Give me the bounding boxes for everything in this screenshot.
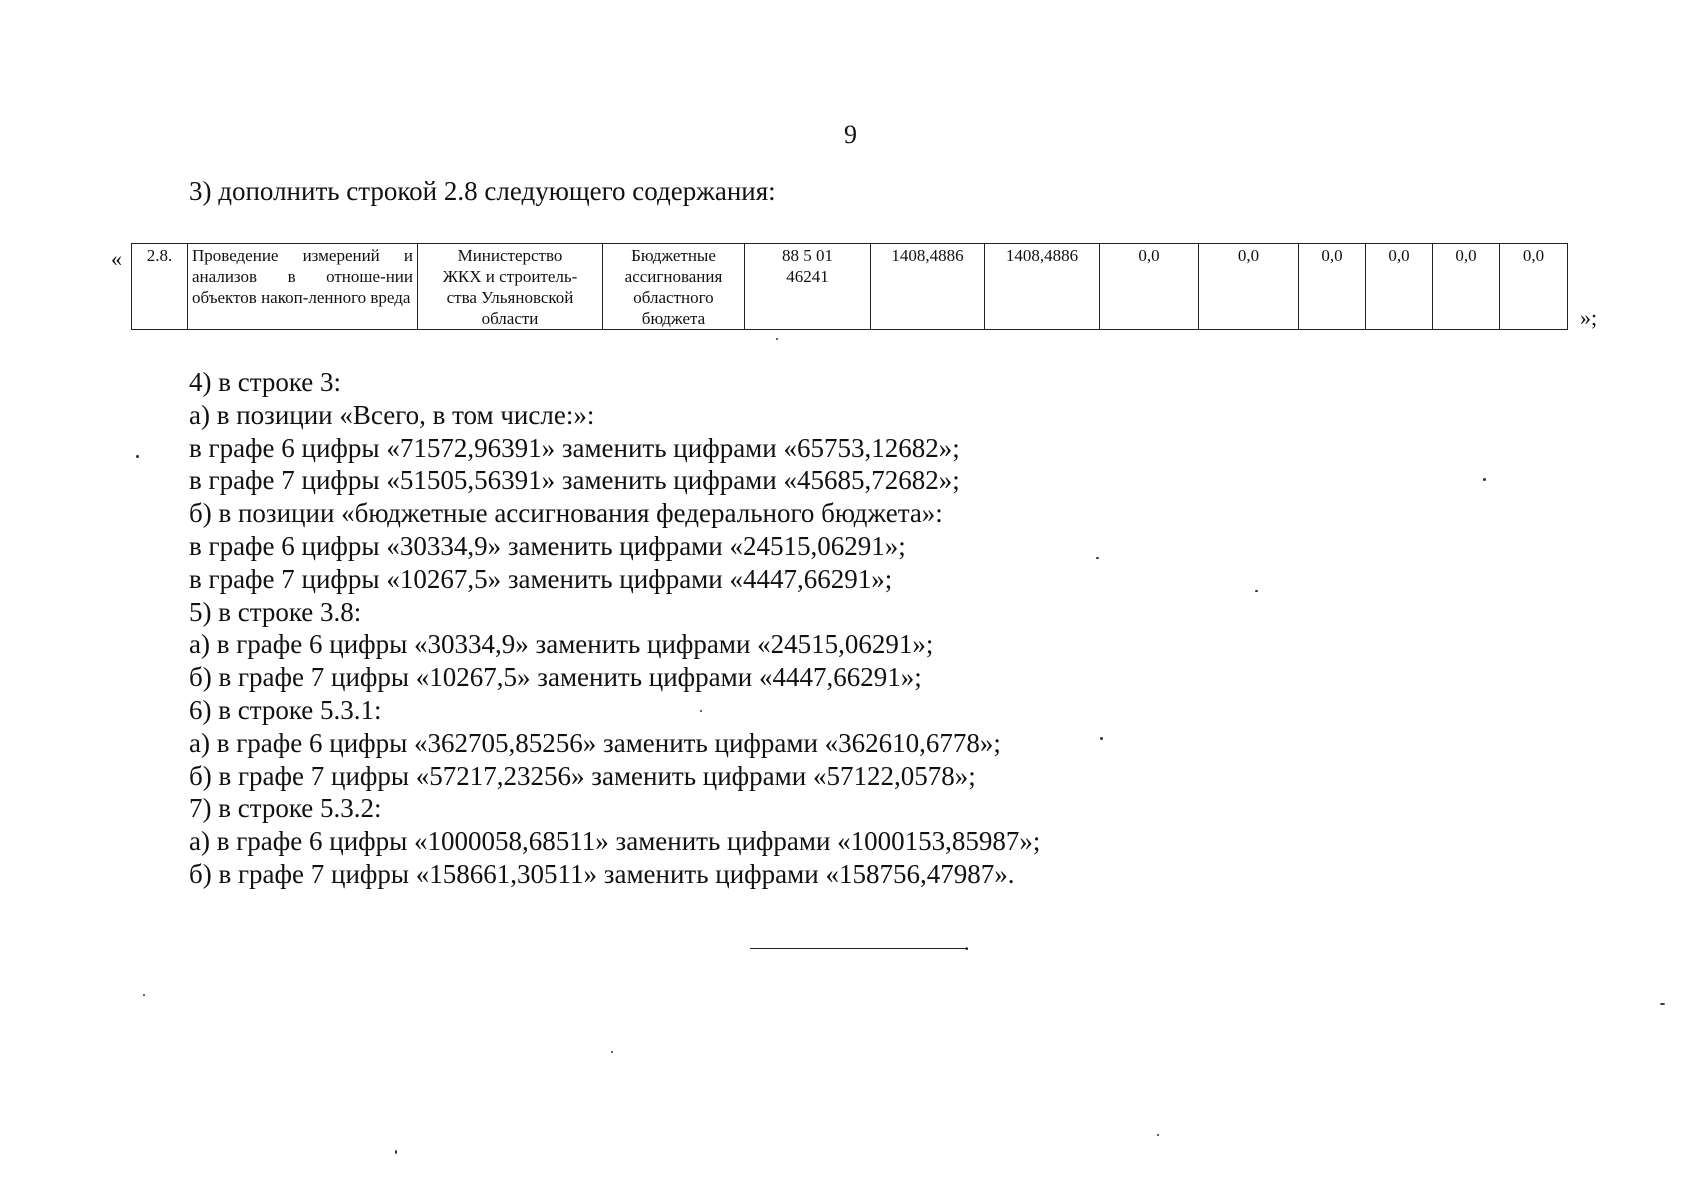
total-amount: 1408,4886 <box>891 246 964 265</box>
executor: Министерство ЖКХ и строитель- ства Ульяновской области <box>442 246 578 328</box>
scan-speck <box>1660 1003 1665 1005</box>
amendment-line: а) в графе 6 цифры «362705,85256» заменить цифрами «362610,6778»; <box>189 727 1001 758</box>
scan-speck <box>1255 590 1258 592</box>
row-number-cell <box>132 244 188 330</box>
amendment-line: в графе 6 цифры «30334,9» заменить цифрами «24515,06291»; <box>189 530 906 561</box>
amendment-line: б) в графе 7 цифры «158661,30511» заменить цифрами «158756,47987». <box>189 858 1015 889</box>
total-amount-cell <box>871 244 985 330</box>
amendment-line: 5) в строке 3.8: <box>189 596 362 627</box>
amount-cell <box>1433 244 1500 330</box>
amendment-line: а) в графе 6 цифры «1000058,68511» заменить цифрами «1000153,85987»; <box>189 826 1041 857</box>
closing-rule <box>750 948 966 949</box>
amendment-line: б) в позиции «бюджетные ассигнования федерального бюджета»: <box>189 498 943 529</box>
row-number: 2.8. <box>146 246 173 265</box>
amendment-table <box>131 243 1568 330</box>
table-row <box>132 244 1568 330</box>
budget-code: 88 5 01 46241 <box>782 246 833 286</box>
executor-cell <box>418 244 603 330</box>
measure-name: Проведение измерений и анализов в отноше-нии объектов накоп-ленного вреда <box>192 246 413 307</box>
scan-speck <box>136 455 139 458</box>
scan-speck <box>143 994 145 996</box>
amendment-line: в графе 7 цифры «51505,56391» заменить цифрами «45685,72682»; <box>189 465 960 496</box>
amount-cell <box>1199 244 1299 330</box>
funding-source: Бюджетные ассигнования областного бюджета <box>624 246 723 328</box>
scan-speck <box>776 338 778 340</box>
measure-name-cell <box>188 244 418 330</box>
amendment-line: б) в графе 7 цифры «10267,5» заменить цифрами «4447,66291»; <box>189 662 922 693</box>
scan-speck <box>700 710 702 712</box>
amount-value: 0,0 <box>1522 246 1545 265</box>
scan-speck <box>395 1150 397 1154</box>
amendment-line: 6) в строке 5.3.1: <box>189 694 382 725</box>
opening-quote: « <box>111 246 122 271</box>
amendment-line: 7) в строке 5.3.2: <box>189 793 382 824</box>
budget-code-cell <box>745 244 871 330</box>
amendment-line: 4) в строке 3: <box>189 367 342 397</box>
scan-speck <box>1157 1134 1159 1136</box>
year-amount-cell <box>985 244 1100 330</box>
amendment-line: в графе 7 цифры «10267,5» заменить цифрами «4447,66291»; <box>189 563 893 594</box>
closing-dot: . <box>964 930 970 955</box>
amendment-line: б) в графе 7 цифры «57217,23256» заменить цифрами «57122,0578»; <box>189 760 976 791</box>
scan-speck <box>1483 478 1486 481</box>
amount-cell <box>1366 244 1433 330</box>
amendment-line: а) в позиции «Всего, в том числе:»: <box>189 399 595 430</box>
funding-source-cell <box>603 244 745 330</box>
amount-value: 0,0 <box>1237 246 1260 265</box>
closing-quote: »; <box>1580 305 1598 330</box>
scan-speck <box>1096 557 1099 559</box>
page-number: 9 <box>844 120 857 149</box>
amount-cell <box>1500 244 1568 330</box>
year-amount: 1408,4886 <box>1005 246 1079 265</box>
scan-speck <box>1100 737 1103 740</box>
amendment-line: в графе 6 цифры «71572,96391» заменить цифрами «65753,12682»; <box>189 432 960 463</box>
amount-value: 0,0 <box>1388 246 1410 265</box>
amount-value: 0,0 <box>1455 246 1477 265</box>
amount-value: 0,0 <box>1138 246 1160 265</box>
amount-cell <box>1100 244 1199 330</box>
intro-paragraph: 3) дополнить строкой 2.8 следующего содержания: <box>189 176 776 206</box>
amount-value: 0,0 <box>1321 246 1343 265</box>
amount-cell <box>1299 244 1366 330</box>
amendment-line: а) в графе 6 цифры «30334,9» заменить цифрами «24515,06291»; <box>189 629 934 660</box>
scan-speck <box>611 1051 613 1053</box>
amendment-list <box>189 366 1040 891</box>
